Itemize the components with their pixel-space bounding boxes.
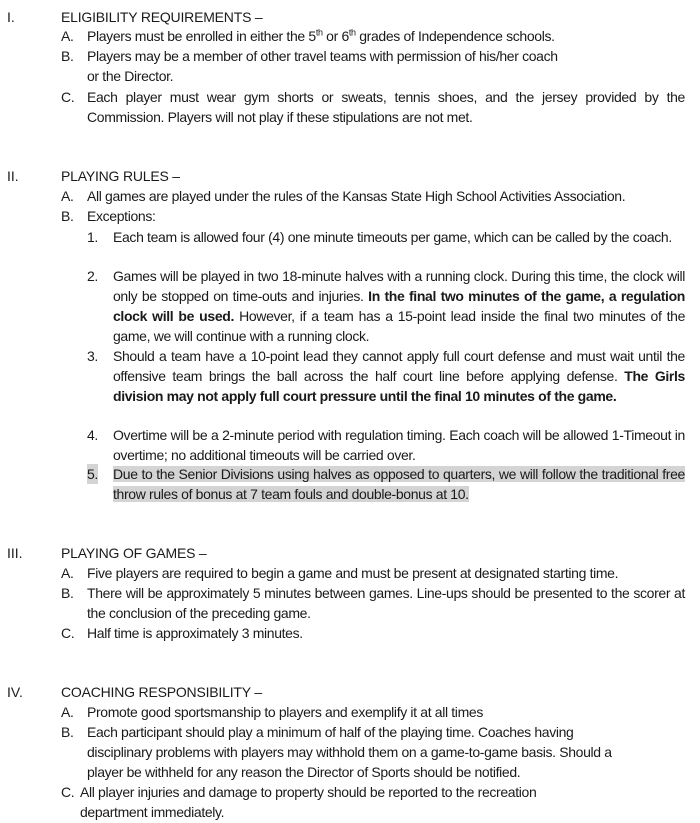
item-number: 3. <box>87 348 98 364</box>
item-label: C. <box>61 784 75 800</box>
numbered-item <box>87 425 685 465</box>
item-text-line-2: department immediately. <box>80 804 225 820</box>
section-number: II. <box>7 168 19 184</box>
numbered-item <box>87 266 685 346</box>
section-heading: ELIGIBILITY REQUIREMENTS – <box>61 9 263 25</box>
item-text-line-2: disciplinary problems with players may withhold them on a game-to-game basis. Should a <box>87 744 612 760</box>
item-text-line-1: Each participant should play a minimum of half of the playing time. Coaches having <box>87 724 574 740</box>
item-label: B. <box>61 585 74 601</box>
list-item <box>61 583 685 623</box>
item-label: C. <box>61 625 75 641</box>
item-text: Games will be played in two 18-minute halves with a running clock. During this time, the clock will only be stopped on time-outs and injuries. In the final two minutes of the game, a regulation clock will be used. However, if a team has a 15-point lead inside the final two minutes of the game, we will continue with a running clock. <box>113 268 686 344</box>
item-text: Due to the Senior Divisions using halves as opposed to quarters, we will follow the traditional free throw rules of bonus at 7 team fouls and double-bonus at 10. <box>113 466 685 502</box>
item-text: Promote good sportsmanship to players and exemplify it at all times <box>87 704 483 720</box>
item-text: There will be approximately 5 minutes between games. Line-ups should be presented to the scorer at the conclusion of the preceding game. <box>87 585 685 621</box>
item-label: A. <box>61 188 74 204</box>
item-text-line-2: or the Director. <box>87 68 174 84</box>
section-heading: PLAYING RULES – <box>61 168 180 184</box>
item-label: B. <box>61 48 74 64</box>
item-label: A. <box>61 565 74 581</box>
item-text: All games are played under the rules of the Kansas State High School Activities Association. <box>87 188 626 204</box>
item-number: 2. <box>87 268 98 284</box>
item-label: C. <box>61 89 75 105</box>
numbered-item <box>87 227 685 247</box>
item-text: Each team is allowed four (4) one minute timeouts per game, which can be called by the coach. <box>113 229 672 245</box>
item-text: Each player must wear gym shorts or sweats, tennis shoes, and the jersey provided by the Commission. Players will not play if these stipulations are not met. <box>87 89 685 125</box>
item-label: B. <box>61 208 74 224</box>
item-label: B. <box>61 724 74 740</box>
numbered-item-highlighted <box>87 464 685 504</box>
item-label: A. <box>61 28 74 44</box>
item-text: Should a team have a 10-point lead they cannot apply full court defense and must wait until the offensive team brings the ball across the half court line before applying defense. The Girls division may not apply full court pressure until the final 10 minutes of the game. <box>113 348 685 404</box>
list-item <box>61 87 685 127</box>
item-label: A. <box>61 704 74 720</box>
section-number: III. <box>7 545 23 561</box>
item-text: Exceptions: <box>87 208 156 224</box>
section-number: IV. <box>7 684 23 700</box>
section-heading: COACHING RESPONSIBILITY – <box>61 684 262 700</box>
item-text: Half time is approximately 3 minutes. <box>87 625 303 641</box>
section-heading: PLAYING OF GAMES – <box>61 545 207 561</box>
section-number: I. <box>7 9 15 25</box>
item-number: 4. <box>87 427 98 443</box>
item-number: 1. <box>87 229 98 245</box>
item-text-line-1: Players may be a member of other travel teams with permission of his/her coach <box>87 48 558 64</box>
item-text-line-1: All player injuries and damage to property should be reported to the recreation <box>80 784 537 800</box>
item-text-line-3: player be withheld for any reason the Director of Sports should be notified. <box>87 764 521 780</box>
item-text: Overtime will be a 2-minute period with regulation timing. Each coach will be allowed 1-Timeout in overtime; no additional timeouts will be carried over. <box>113 427 685 463</box>
item-text: Players must be enrolled in either the 5th or 6th grades of Independence schools. <box>87 27 555 44</box>
item-text: Five players are required to begin a game and must be present at designated starting time. <box>87 565 619 581</box>
numbered-item <box>87 346 685 406</box>
item-number: 5. <box>87 466 98 482</box>
